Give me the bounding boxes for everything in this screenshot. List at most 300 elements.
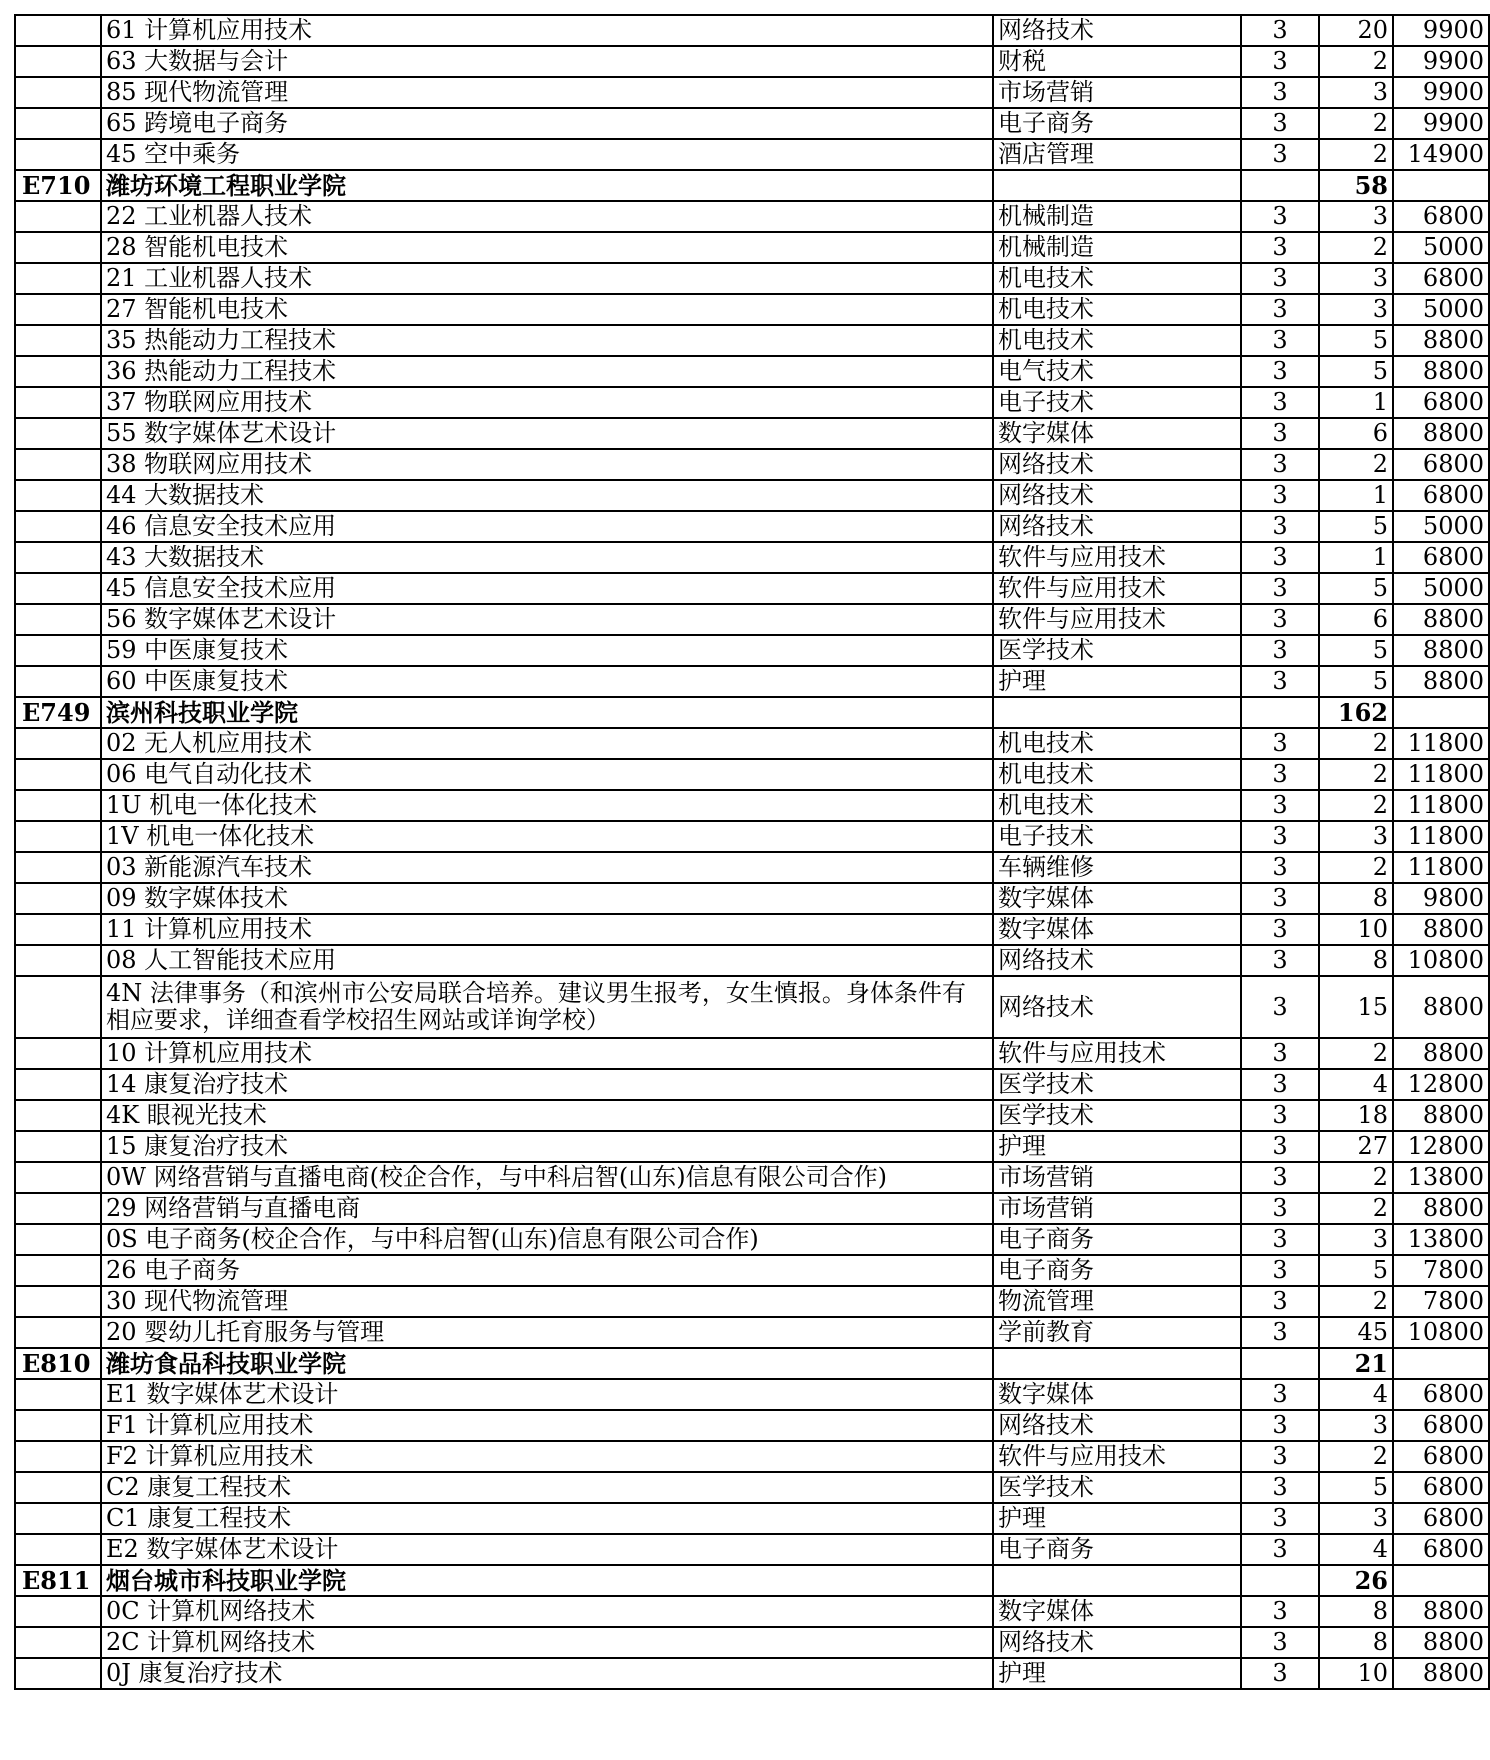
tuition-fee: 6800 (1393, 542, 1489, 573)
school-total-plan: 21 (1319, 1348, 1393, 1379)
plan-count: 5 (1319, 635, 1393, 666)
plan-count: 2 (1319, 232, 1393, 263)
major-row (15, 1069, 1489, 1100)
major-row (15, 46, 1489, 77)
tuition-fee: 8800 (1393, 1627, 1489, 1658)
major-name: 4K 眼视光技术 (101, 1100, 993, 1131)
empty-cell (15, 945, 101, 976)
study-years: 3 (1241, 1317, 1319, 1348)
major-name: 0C 计算机网络技术 (101, 1596, 993, 1627)
empty-cell (15, 1131, 101, 1162)
major-category: 机电技术 (993, 325, 1241, 356)
tuition-fee: 11800 (1393, 790, 1489, 821)
major-name: 2C 计算机网络技术 (101, 1627, 993, 1658)
major-row (15, 852, 1489, 883)
major-category: 电子商务 (993, 108, 1241, 139)
tuition-fee: 8800 (1393, 914, 1489, 945)
tuition-fee: 6800 (1393, 263, 1489, 294)
major-row (15, 1038, 1489, 1069)
empty-cell (15, 976, 101, 1038)
major-name: 09 数字媒体技术 (101, 883, 993, 914)
tuition-fee: 8800 (1393, 666, 1489, 697)
school-row (15, 170, 1489, 201)
school-row (15, 1565, 1489, 1596)
empty-cell (15, 1627, 101, 1658)
study-years: 3 (1241, 945, 1319, 976)
major-name: 11 计算机应用技术 (101, 914, 993, 945)
major-name: 22 工业机器人技术 (101, 201, 993, 232)
major-category: 网络技术 (993, 945, 1241, 976)
empty-cell (15, 232, 101, 263)
study-years: 3 (1241, 1379, 1319, 1410)
major-category: 物流管理 (993, 1286, 1241, 1317)
tuition-fee: 8800 (1393, 1658, 1489, 1689)
major-name: 38 物联网应用技术 (101, 449, 993, 480)
major-category: 软件与应用技术 (993, 573, 1241, 604)
tuition-fee: 8800 (1393, 418, 1489, 449)
major-category: 电子技术 (993, 821, 1241, 852)
school-name: 潍坊食品科技职业学院 (101, 1348, 993, 1379)
empty-cell (15, 759, 101, 790)
major-row (15, 945, 1489, 976)
empty-cell (15, 1100, 101, 1131)
plan-count: 18 (1319, 1100, 1393, 1131)
empty-cell (993, 170, 1241, 201)
plan-count: 8 (1319, 945, 1393, 976)
major-row (15, 1317, 1489, 1348)
major-name: 63 大数据与会计 (101, 46, 993, 77)
major-row (15, 914, 1489, 945)
major-row (15, 1596, 1489, 1627)
plan-count: 2 (1319, 1286, 1393, 1317)
tuition-fee: 6800 (1393, 480, 1489, 511)
major-name: F2 计算机应用技术 (101, 1441, 993, 1472)
major-row (15, 790, 1489, 821)
empty-cell (15, 1534, 101, 1565)
plan-count: 6 (1319, 418, 1393, 449)
major-name: 10 计算机应用技术 (101, 1038, 993, 1069)
plan-count: 15 (1319, 976, 1393, 1038)
plan-count: 2 (1319, 852, 1393, 883)
empty-cell (1393, 1565, 1489, 1596)
empty-cell (1241, 1348, 1319, 1379)
empty-cell (1393, 697, 1489, 728)
major-name: 08 人工智能技术应用 (101, 945, 993, 976)
study-years: 3 (1241, 1038, 1319, 1069)
major-row (15, 573, 1489, 604)
empty-cell (15, 1410, 101, 1441)
major-row (15, 1441, 1489, 1472)
tuition-fee: 6800 (1393, 1441, 1489, 1472)
major-category: 数字媒体 (993, 914, 1241, 945)
major-row (15, 1472, 1489, 1503)
major-category: 医学技术 (993, 1472, 1241, 1503)
major-category: 软件与应用技术 (993, 1038, 1241, 1069)
empty-cell (15, 1441, 101, 1472)
tuition-fee: 8800 (1393, 1596, 1489, 1627)
tuition-fee: 6800 (1393, 449, 1489, 480)
major-name: 15 康复治疗技术 (101, 1131, 993, 1162)
major-name: 0W 网络营销与直播电商(校企合作，与中科启智(山东)信息有限公司合作) (101, 1162, 993, 1193)
major-category: 网络技术 (993, 976, 1241, 1038)
plan-count: 2 (1319, 139, 1393, 170)
study-years: 3 (1241, 542, 1319, 573)
major-name: 29 网络营销与直播电商 (101, 1193, 993, 1224)
enrollment-table (14, 14, 1490, 1690)
study-years: 3 (1241, 1534, 1319, 1565)
tuition-fee: 6800 (1393, 387, 1489, 418)
school-code: E811 (15, 1565, 101, 1596)
plan-count: 1 (1319, 542, 1393, 573)
empty-cell (15, 1596, 101, 1627)
major-row (15, 1131, 1489, 1162)
tuition-fee: 6800 (1393, 1503, 1489, 1534)
major-category: 数字媒体 (993, 1379, 1241, 1410)
plan-count: 3 (1319, 77, 1393, 108)
major-name: 55 数字媒体艺术设计 (101, 418, 993, 449)
major-row (15, 232, 1489, 263)
table-body (15, 15, 1489, 1689)
study-years: 3 (1241, 604, 1319, 635)
school-code: E710 (15, 170, 101, 201)
plan-count: 45 (1319, 1317, 1393, 1348)
study-years: 3 (1241, 108, 1319, 139)
empty-cell (15, 294, 101, 325)
plan-count: 5 (1319, 356, 1393, 387)
major-category: 医学技术 (993, 635, 1241, 666)
major-category: 机电技术 (993, 263, 1241, 294)
empty-cell (993, 1565, 1241, 1596)
major-row (15, 15, 1489, 46)
major-category: 网络技术 (993, 480, 1241, 511)
tuition-fee: 7800 (1393, 1255, 1489, 1286)
major-category: 网络技术 (993, 511, 1241, 542)
tuition-fee: 8800 (1393, 1193, 1489, 1224)
empty-cell (15, 418, 101, 449)
major-category: 软件与应用技术 (993, 604, 1241, 635)
plan-count: 5 (1319, 1255, 1393, 1286)
empty-cell (15, 77, 101, 108)
plan-count: 10 (1319, 914, 1393, 945)
tuition-fee: 7800 (1393, 1286, 1489, 1317)
major-name: E2 数字媒体艺术设计 (101, 1534, 993, 1565)
study-years: 3 (1241, 976, 1319, 1038)
study-years: 3 (1241, 883, 1319, 914)
plan-count: 8 (1319, 1627, 1393, 1658)
major-row (15, 325, 1489, 356)
major-row (15, 356, 1489, 387)
tuition-fee: 8800 (1393, 604, 1489, 635)
major-category: 机械制造 (993, 232, 1241, 263)
major-row (15, 604, 1489, 635)
plan-count: 4 (1319, 1534, 1393, 1565)
school-row (15, 697, 1489, 728)
plan-count: 5 (1319, 1472, 1393, 1503)
plan-count: 3 (1319, 1410, 1393, 1441)
plan-count: 3 (1319, 201, 1393, 232)
major-category: 车辆维修 (993, 852, 1241, 883)
tuition-fee: 9800 (1393, 883, 1489, 914)
major-category: 机电技术 (993, 759, 1241, 790)
study-years: 3 (1241, 1131, 1319, 1162)
major-category: 护理 (993, 1131, 1241, 1162)
study-years: 3 (1241, 759, 1319, 790)
major-row (15, 1193, 1489, 1224)
major-category: 网络技术 (993, 1410, 1241, 1441)
major-row (15, 1162, 1489, 1193)
school-total-plan: 58 (1319, 170, 1393, 201)
major-row (15, 1379, 1489, 1410)
study-years: 3 (1241, 418, 1319, 449)
plan-count: 2 (1319, 108, 1393, 139)
major-name: 44 大数据技术 (101, 480, 993, 511)
major-row (15, 108, 1489, 139)
empty-cell (15, 1317, 101, 1348)
major-row (15, 1100, 1489, 1131)
study-years: 3 (1241, 1162, 1319, 1193)
tuition-fee: 12800 (1393, 1131, 1489, 1162)
empty-cell (1393, 170, 1489, 201)
plan-count: 2 (1319, 1162, 1393, 1193)
school-total-plan: 162 (1319, 697, 1393, 728)
major-name: 85 现代物流管理 (101, 77, 993, 108)
tuition-fee: 8800 (1393, 1100, 1489, 1131)
plan-count: 8 (1319, 1596, 1393, 1627)
major-name: 26 电子商务 (101, 1255, 993, 1286)
tuition-fee: 8800 (1393, 1038, 1489, 1069)
study-years: 3 (1241, 1100, 1319, 1131)
empty-cell (15, 46, 101, 77)
major-name: C2 康复工程技术 (101, 1472, 993, 1503)
study-years: 3 (1241, 1224, 1319, 1255)
tuition-fee: 13800 (1393, 1162, 1489, 1193)
study-years: 3 (1241, 821, 1319, 852)
empty-cell (1241, 170, 1319, 201)
major-row (15, 728, 1489, 759)
tuition-fee: 11800 (1393, 759, 1489, 790)
tuition-fee: 8800 (1393, 976, 1489, 1038)
major-category: 数字媒体 (993, 418, 1241, 449)
empty-cell (15, 573, 101, 604)
major-name: 0S 电子商务(校企合作，与中科启智(山东)信息有限公司合作) (101, 1224, 993, 1255)
study-years: 3 (1241, 852, 1319, 883)
study-years: 3 (1241, 635, 1319, 666)
study-years: 3 (1241, 15, 1319, 46)
major-name: 36 热能动力工程技术 (101, 356, 993, 387)
tuition-fee: 11800 (1393, 728, 1489, 759)
tuition-fee: 6800 (1393, 1410, 1489, 1441)
major-category: 电子技术 (993, 387, 1241, 418)
major-category: 学前教育 (993, 1317, 1241, 1348)
major-category: 财税 (993, 46, 1241, 77)
tuition-fee: 13800 (1393, 1224, 1489, 1255)
empty-cell (15, 1255, 101, 1286)
tuition-fee: 9900 (1393, 108, 1489, 139)
major-category: 网络技术 (993, 1627, 1241, 1658)
study-years: 3 (1241, 1472, 1319, 1503)
major-name: 1V 机电一体化技术 (101, 821, 993, 852)
major-category: 电子商务 (993, 1534, 1241, 1565)
tuition-fee: 5000 (1393, 232, 1489, 263)
school-row (15, 1348, 1489, 1379)
tuition-fee: 12800 (1393, 1069, 1489, 1100)
plan-count: 2 (1319, 1038, 1393, 1069)
major-name: 02 无人机应用技术 (101, 728, 993, 759)
major-name: 45 空中乘务 (101, 139, 993, 170)
study-years: 3 (1241, 1596, 1319, 1627)
major-row (15, 883, 1489, 914)
major-category: 电子商务 (993, 1224, 1241, 1255)
major-name: 59 中医康复技术 (101, 635, 993, 666)
empty-cell (15, 1038, 101, 1069)
plan-count: 1 (1319, 387, 1393, 418)
tuition-fee: 10800 (1393, 945, 1489, 976)
empty-cell (15, 356, 101, 387)
empty-cell (15, 449, 101, 480)
empty-cell (993, 697, 1241, 728)
tuition-fee: 8800 (1393, 325, 1489, 356)
study-years: 3 (1241, 666, 1319, 697)
tuition-fee: 14900 (1393, 139, 1489, 170)
major-name: E1 数字媒体艺术设计 (101, 1379, 993, 1410)
empty-cell (15, 263, 101, 294)
plan-count: 6 (1319, 604, 1393, 635)
tuition-fee: 5000 (1393, 294, 1489, 325)
major-name: 06 电气自动化技术 (101, 759, 993, 790)
major-name: 37 物联网应用技术 (101, 387, 993, 418)
school-code: E810 (15, 1348, 101, 1379)
major-category: 护理 (993, 1503, 1241, 1534)
school-total-plan: 26 (1319, 1565, 1393, 1596)
empty-cell (15, 139, 101, 170)
empty-cell (15, 1658, 101, 1689)
study-years: 3 (1241, 387, 1319, 418)
plan-count: 2 (1319, 790, 1393, 821)
empty-cell (15, 852, 101, 883)
tuition-fee: 6800 (1393, 1472, 1489, 1503)
plan-count: 2 (1319, 759, 1393, 790)
study-years: 3 (1241, 573, 1319, 604)
study-years: 3 (1241, 356, 1319, 387)
tuition-fee: 5000 (1393, 511, 1489, 542)
plan-count: 2 (1319, 449, 1393, 480)
plan-count: 3 (1319, 1224, 1393, 1255)
study-years: 3 (1241, 294, 1319, 325)
major-category: 护理 (993, 1658, 1241, 1689)
major-row (15, 666, 1489, 697)
major-name: 21 工业机器人技术 (101, 263, 993, 294)
empty-cell (15, 1162, 101, 1193)
empty-cell (15, 728, 101, 759)
study-years: 3 (1241, 914, 1319, 945)
plan-count: 4 (1319, 1069, 1393, 1100)
empty-cell (15, 201, 101, 232)
study-years: 3 (1241, 325, 1319, 356)
major-name: 43 大数据技术 (101, 542, 993, 573)
major-row (15, 201, 1489, 232)
major-category: 机电技术 (993, 294, 1241, 325)
tuition-fee: 8800 (1393, 356, 1489, 387)
major-name: 60 中医康复技术 (101, 666, 993, 697)
study-years: 3 (1241, 1255, 1319, 1286)
school-code: E749 (15, 697, 101, 728)
tuition-fee: 9900 (1393, 77, 1489, 108)
study-years: 3 (1241, 139, 1319, 170)
plan-count: 27 (1319, 1131, 1393, 1162)
study-years: 3 (1241, 201, 1319, 232)
plan-count: 2 (1319, 1441, 1393, 1472)
empty-cell (15, 108, 101, 139)
empty-cell (15, 1286, 101, 1317)
major-row (15, 387, 1489, 418)
major-name: 30 现代物流管理 (101, 1286, 993, 1317)
major-row (15, 1503, 1489, 1534)
study-years: 3 (1241, 480, 1319, 511)
major-row (15, 294, 1489, 325)
major-category: 电子商务 (993, 1255, 1241, 1286)
major-category: 酒店管理 (993, 139, 1241, 170)
major-row (15, 1627, 1489, 1658)
study-years: 3 (1241, 1410, 1319, 1441)
study-years: 3 (1241, 1286, 1319, 1317)
major-category: 软件与应用技术 (993, 1441, 1241, 1472)
study-years: 3 (1241, 790, 1319, 821)
major-category: 市场营销 (993, 1193, 1241, 1224)
empty-cell (15, 1472, 101, 1503)
major-category: 护理 (993, 666, 1241, 697)
tuition-fee: 6800 (1393, 1379, 1489, 1410)
major-name: 27 智能机电技术 (101, 294, 993, 325)
major-name: 56 数字媒体艺术设计 (101, 604, 993, 635)
major-row (15, 1534, 1489, 1565)
major-row (15, 1224, 1489, 1255)
empty-cell (15, 1503, 101, 1534)
empty-cell (15, 387, 101, 418)
major-category: 软件与应用技术 (993, 542, 1241, 573)
plan-count: 5 (1319, 666, 1393, 697)
plan-count: 2 (1319, 1193, 1393, 1224)
major-category: 网络技术 (993, 449, 1241, 480)
major-name: 45 信息安全技术应用 (101, 573, 993, 604)
tuition-fee: 11800 (1393, 852, 1489, 883)
major-name: 65 跨境电子商务 (101, 108, 993, 139)
study-years: 3 (1241, 511, 1319, 542)
major-category: 市场营销 (993, 1162, 1241, 1193)
major-category: 市场营销 (993, 77, 1241, 108)
major-category: 医学技术 (993, 1069, 1241, 1100)
major-category: 机械制造 (993, 201, 1241, 232)
major-category: 医学技术 (993, 1100, 1241, 1131)
empty-cell (15, 914, 101, 945)
empty-cell (15, 790, 101, 821)
plan-count: 5 (1319, 573, 1393, 604)
study-years: 3 (1241, 1627, 1319, 1658)
empty-cell (15, 325, 101, 356)
empty-cell (1393, 1348, 1489, 1379)
major-name: 61 计算机应用技术 (101, 15, 993, 46)
empty-cell (15, 883, 101, 914)
plan-count: 4 (1319, 1379, 1393, 1410)
empty-cell (993, 1348, 1241, 1379)
empty-cell (15, 542, 101, 573)
major-row (15, 1658, 1489, 1689)
study-years: 3 (1241, 1069, 1319, 1100)
major-row (15, 976, 1489, 1038)
empty-cell (15, 666, 101, 697)
empty-cell (15, 1193, 101, 1224)
study-years: 3 (1241, 1441, 1319, 1472)
major-row (15, 480, 1489, 511)
